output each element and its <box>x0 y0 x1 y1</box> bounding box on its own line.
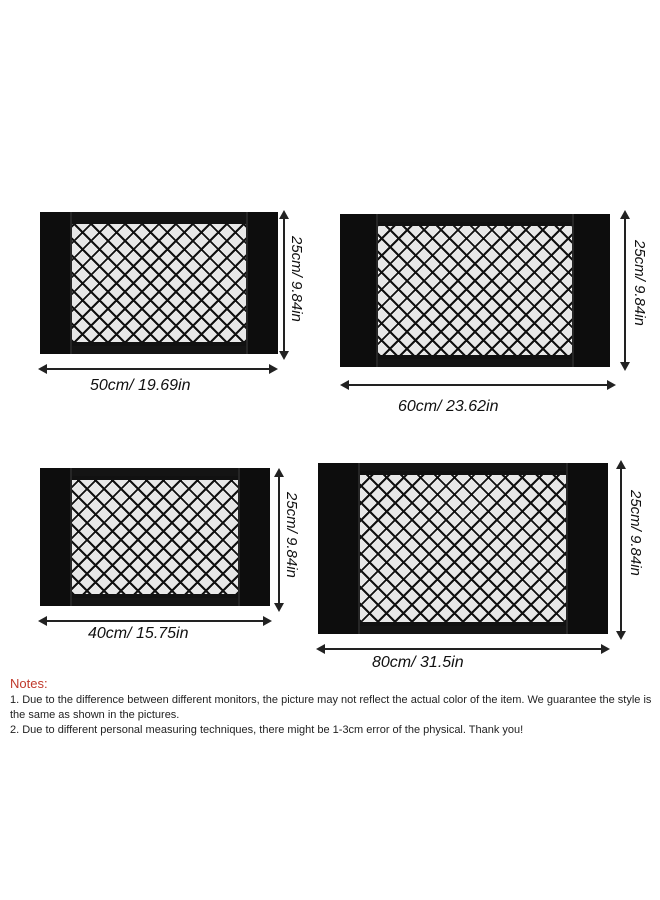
net-strap-right <box>566 463 608 634</box>
note-line-2: 2. Due to different personal measuring techniques, there might be 1-3cm error of the physical. Thank you! <box>10 724 524 736</box>
width-arrow <box>318 648 608 650</box>
height-label: 25cm/ 9.84in <box>283 492 300 578</box>
cargo-net-50cm <box>40 212 278 354</box>
net-strap-left <box>340 214 378 367</box>
width-arrow <box>40 620 270 622</box>
cargo-net-80cm <box>318 463 608 634</box>
net-strap-right <box>246 212 278 354</box>
width-label: 50cm/ 19.69in <box>90 377 191 394</box>
net-strap-left <box>40 212 72 354</box>
height-arrow <box>283 212 285 358</box>
note-line-1: 1. Due to the difference between different monitors, the picture may not reflect the actual color of the item. We guarantee the style is the same as shown in the pictures. <box>10 694 652 721</box>
width-label: 80cm/ 31.5in <box>372 654 464 671</box>
net-mesh <box>72 220 246 346</box>
net-mesh <box>378 222 572 359</box>
net-mesh <box>72 476 238 598</box>
width-label: 40cm/ 15.75in <box>88 625 189 642</box>
width-arrow <box>40 368 276 370</box>
net-strap-right <box>238 468 270 606</box>
width-label: 60cm/ 23.62in <box>398 398 499 415</box>
net-strap-left <box>40 468 72 606</box>
height-label: 25cm/ 9.84in <box>631 240 648 326</box>
height-label: 25cm/ 9.84in <box>627 490 644 576</box>
notes-title: Notes: <box>10 676 48 691</box>
cargo-net-40cm <box>40 468 270 606</box>
width-arrow <box>342 384 614 386</box>
net-strap-right <box>572 214 610 367</box>
net-mesh <box>360 471 566 626</box>
height-arrow <box>278 470 280 610</box>
height-arrow <box>620 462 622 638</box>
cargo-net-60cm <box>340 214 610 367</box>
notes-section <box>10 676 654 738</box>
height-label: 25cm/ 9.84in <box>288 236 305 322</box>
net-strap-left <box>318 463 360 634</box>
height-arrow <box>624 212 626 369</box>
